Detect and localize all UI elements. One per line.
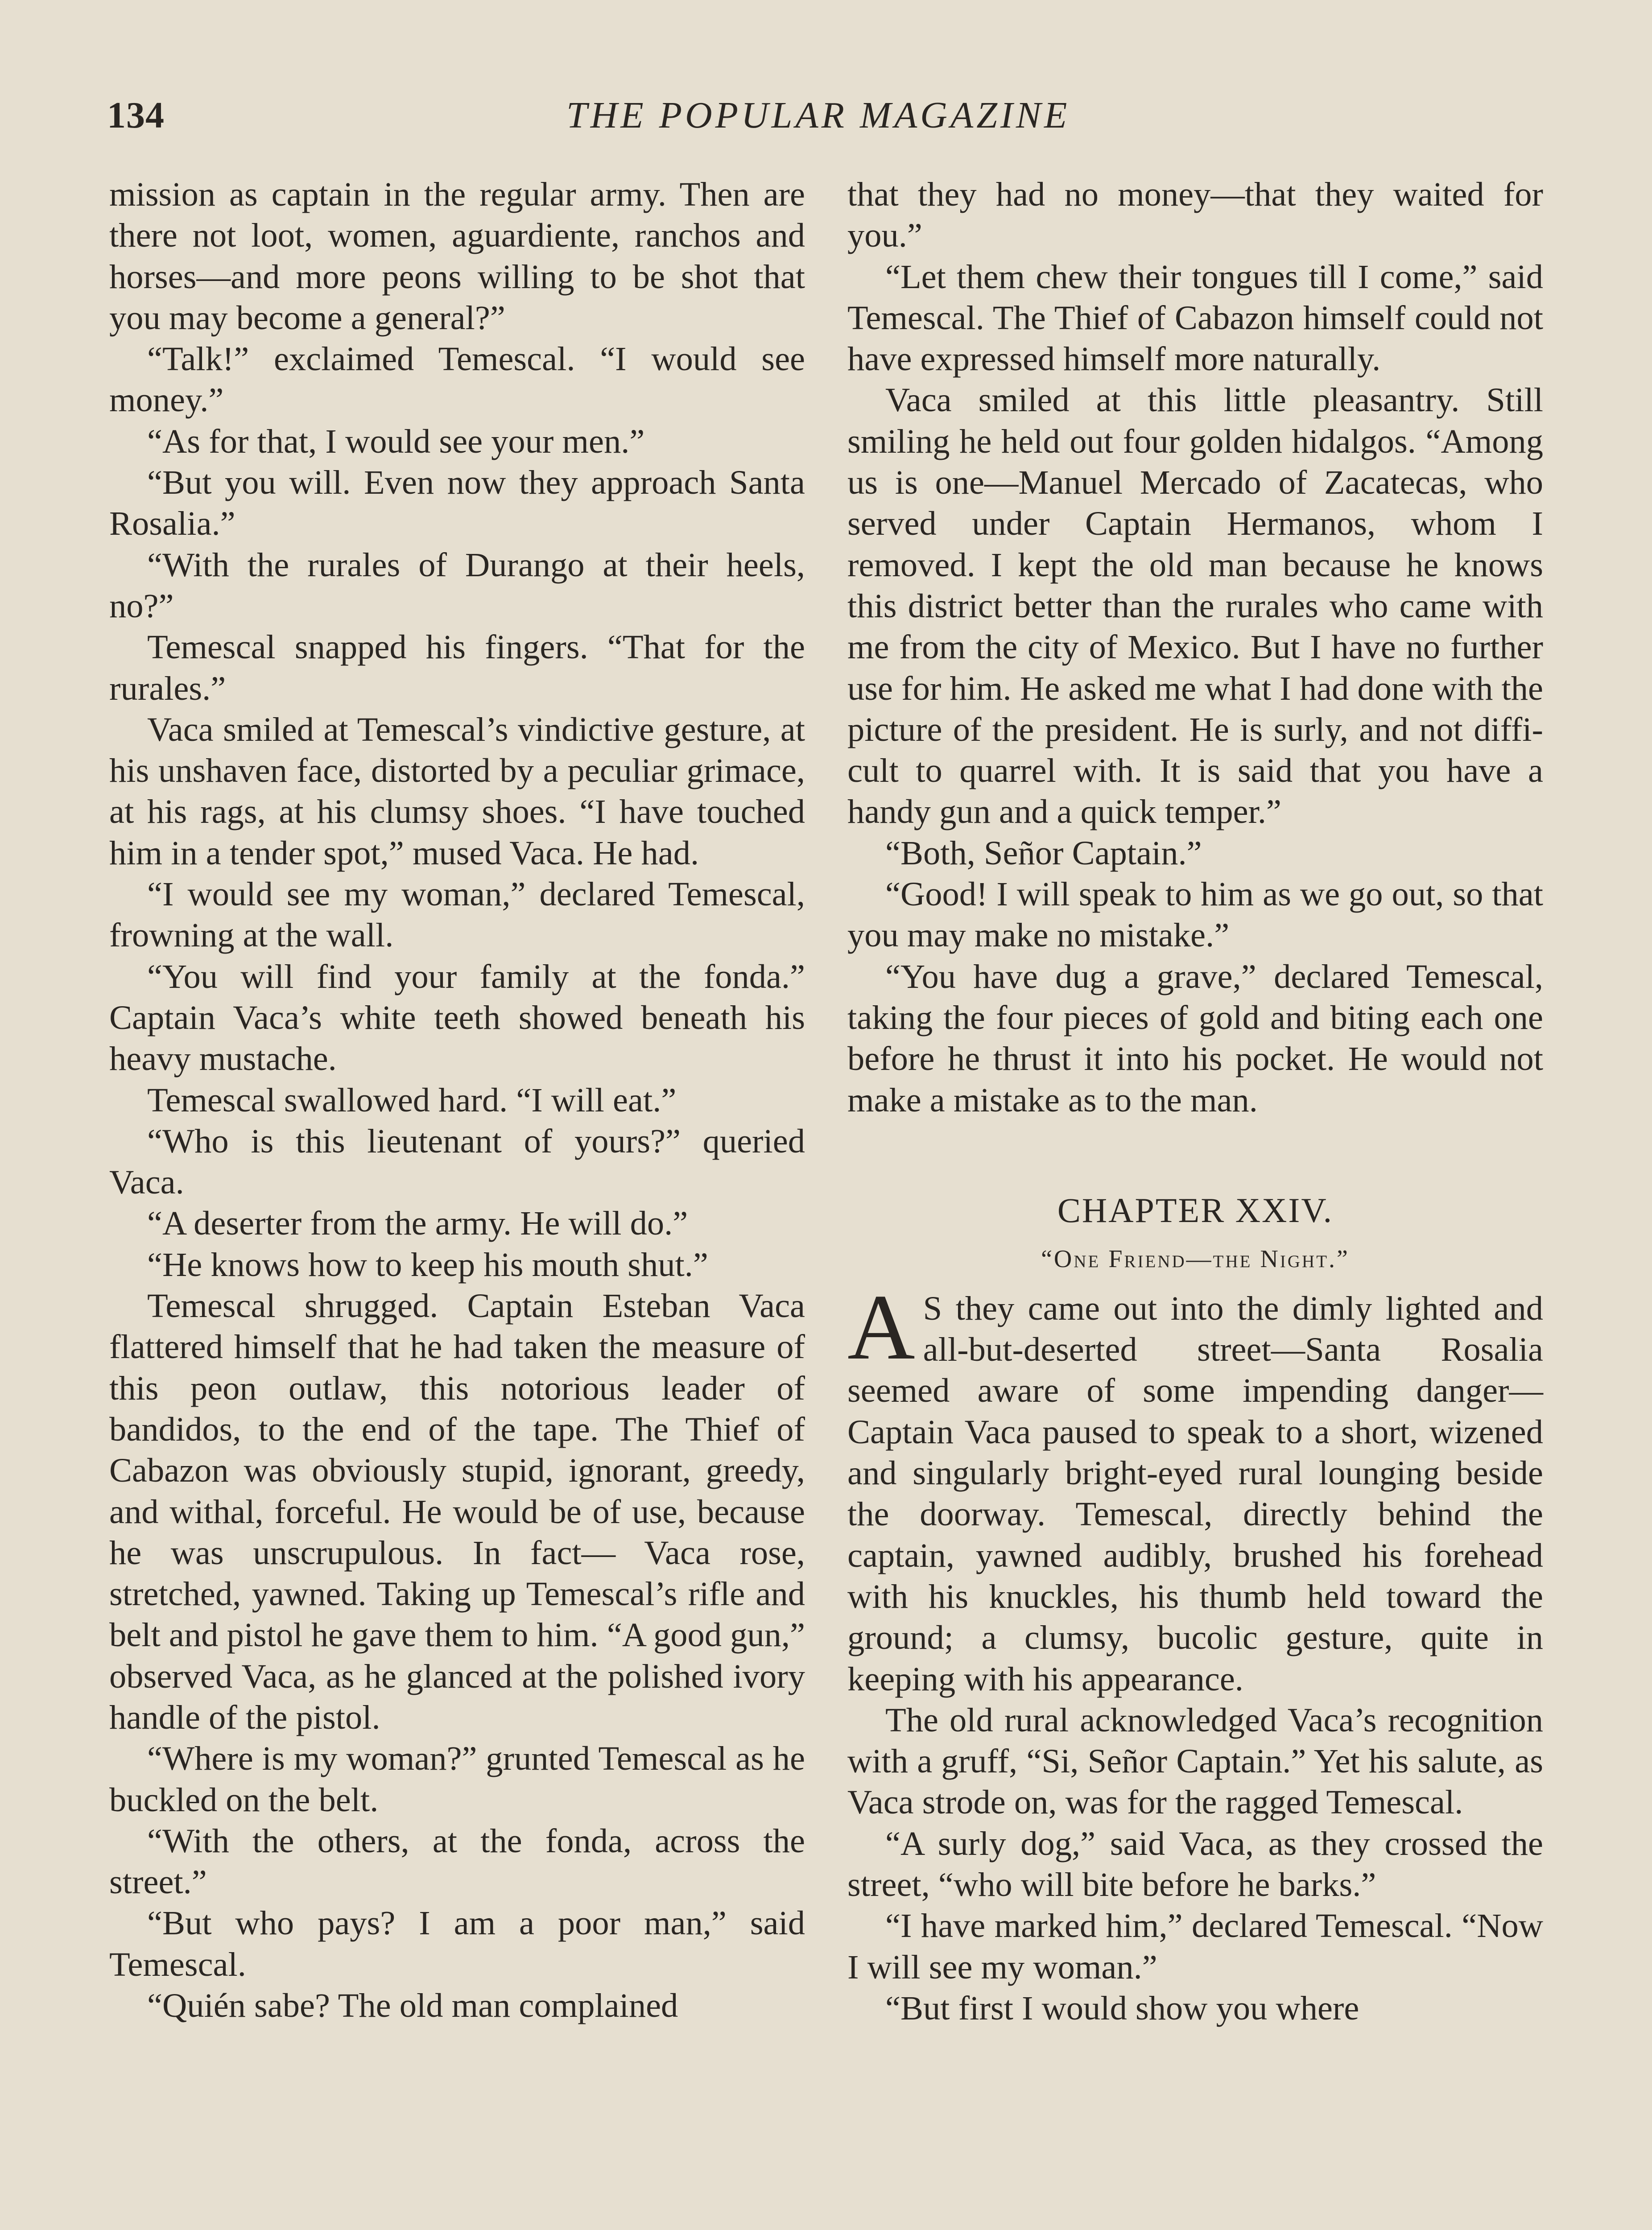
chapter-heading: CHAPTER XXIV.: [1057, 1190, 1334, 1230]
paragraph: The old rural acknowledged Vaca’s recognition with a gruff, “Si, Señor Captain.” Yet his salute, as Vaca strode on, was for the ragged Temescal.: [847, 1701, 1543, 1821]
paragraph: Vaca smiled at Temescal’s vindictive gesture, at his unshaven face, distorted by a peculiar grimace, at his rags, at his clumsy shoes. “I have touched him in a tender spot,” mused Vaca. He had.: [109, 710, 805, 872]
paragraph: “Where is my woman?” grunted Temescal as he buckled on the belt.: [109, 1739, 805, 1819]
paragraph: Temescal snapped his fingers. “That for the rurales.”: [109, 628, 805, 707]
paragraph: Temescal shrugged. Captain Esteban Vaca flattered himself that he had taken the measure of this peon outlaw, this notorious leader of bandidos, to the end of the tape. The Thief of Cabazon was obviously stupid, ignorant, greedy, and withal, forceful. He would be of use, because he was unscrupulous. In fact— Vaca rose, stretched, yawned. Taking up Temescal’s rifle and belt and pistol he gave them to him. “A good gun,” observed Vaca, as he glanced at the polished ivory handle of the pistol.: [109, 1287, 805, 1736]
chapter-subtitle: “One Friend—the Night.”: [1041, 1245, 1350, 1273]
paragraph: “You will find your family at the fonda.” Captain Vaca’s white teeth showed beneath his heavy mustache.: [109, 957, 805, 1078]
paragraph: “As for that, I would see your men.”: [147, 422, 645, 460]
paragraph: “He knows how to keep his mouth shut.”: [147, 1245, 708, 1284]
paragraph: “A surly dog,” said Vaca, as they crossed the street, “who will bite before he barks.”: [847, 1824, 1543, 1904]
paragraph: Vaca smiled at this little pleasantry. Still smiling he held out four golden hidalgos. “Among us is one—Manuel Mercado of Zacatecas, who served under Captain Hermanos, whom I removed. I kept the old man because he knows this district better than the rurales who came with me from the city of Mexico. But I have no further use for him. He asked me what I had done with the picture of the president. He is surly, and not difficult to quarrel with. It is said that you have a handy gun and a quick temper.”: [847, 381, 1543, 831]
left-column: [109, 174, 805, 2026]
chapter-opening-paragraph: [847, 1275, 1543, 1700]
paragraph: “You have dug a grave,” declared Temescal, taking the four pieces of gold and biting each one before he thrust it into his pocket. He would not make a mistake as to the man.: [847, 957, 1543, 1119]
drop-cap: A: [847, 1275, 915, 1379]
paragraph: “Good! I will speak to him as we go out, so that you may make no mistake.”: [847, 875, 1543, 954]
page-number: 134: [107, 95, 165, 136]
running-head: THE POPULAR MAGAZINE: [566, 95, 1070, 136]
paragraph: “With the others, at the fonda, across the street.”: [109, 1821, 805, 1901]
paragraph: “Let them chew their tongues till I come,” said Temescal. The Thief of Cabazon himself could not have expressed himself more naturally.: [847, 257, 1543, 378]
paragraph: mission as captain in the regular army. Then are there not loot, women, aguardiente, ranchos and horses—and more peons willing to be shot that you may become a general?”: [109, 175, 805, 337]
paragraph: “I would see my woman,” declared Temescal, frowning at the wall.: [109, 875, 805, 954]
paragraph: “But you will. Even now they approach Santa Rosalia.”: [109, 463, 805, 543]
paragraph: “Quién sabe? The old man complained: [147, 1986, 678, 2025]
paragraph: “Both, Señor Captain.”: [885, 834, 1202, 872]
chapter-opening-text: S they came out into the dimly lighted and all-but-deserted street—Santa Rosalia seemed aware of some impending danger—Captain Vaca paused to speak to a short, wizened and singularly bright-eyed rural lounging beside the doorway. Temescal, directly behind the captain, yawned audibly, brushed his forehead with his knuckles, his thumb held toward the ground; a clumsy, bucolic gesture, quite in keeping with his appearance.: [847, 1289, 1543, 1698]
paragraph: “A deserter from the army. He will do.”: [147, 1204, 688, 1243]
paragraph: “But who pays? I am a poor man,” said Temescal.: [109, 1904, 805, 1983]
paragraph: “I have marked him,” declared Temescal. “Now I will see my woman.”: [847, 1907, 1543, 1986]
paragraph: that they had no money—that they waited for you.”: [847, 175, 1543, 255]
paragraph: “Talk!” exclaimed Temescal. “I would see money.”: [109, 340, 805, 419]
paragraph: “With the rurales of Durango at their heels, no?”: [109, 545, 805, 625]
paragraph: “But first I would show you where: [885, 1989, 1359, 2027]
paragraph: Temescal swallowed hard. “I will eat.”: [147, 1081, 677, 1119]
right-column: [847, 174, 1543, 2029]
paragraph: “Who is this lieutenant of yours?” queried Vaca.: [109, 1122, 805, 1202]
